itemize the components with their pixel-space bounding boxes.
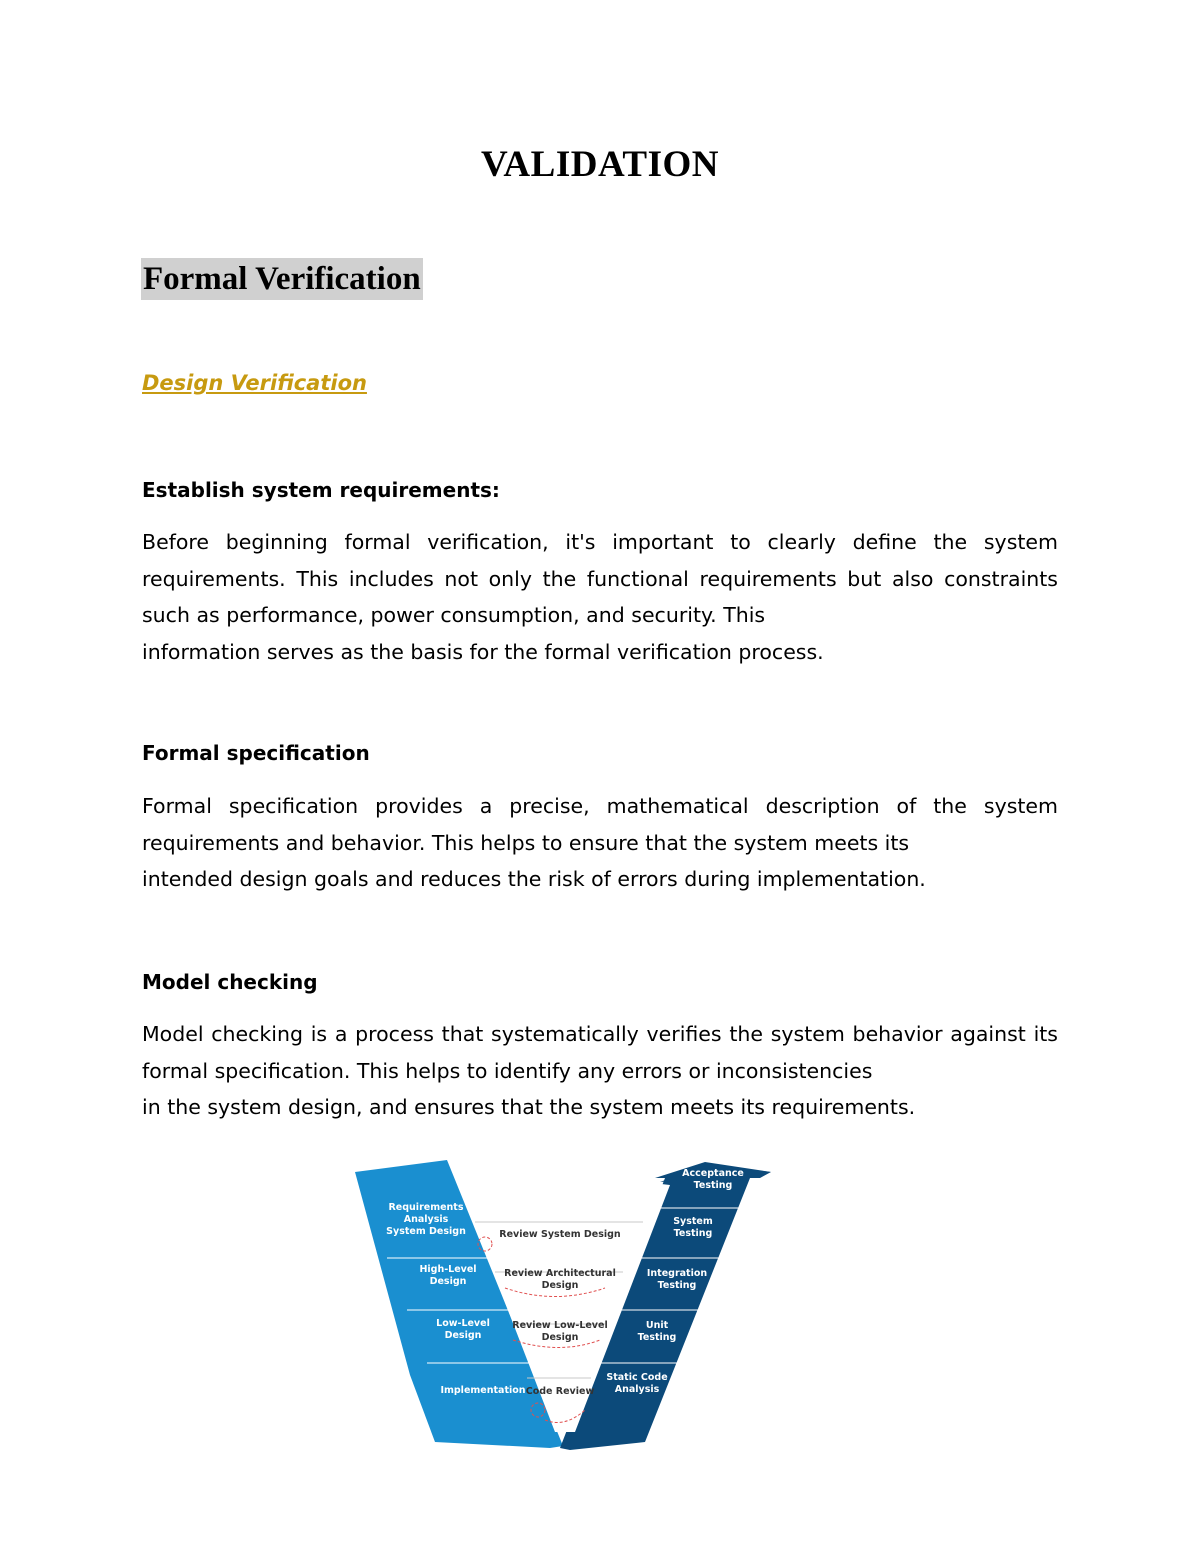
- paragraph-formal-specification: [142, 788, 1058, 898]
- left-stage-label: High-Level: [419, 1264, 477, 1275]
- left-stage-label: Requirements: [388, 1202, 464, 1213]
- right-stage-label: Acceptance: [682, 1168, 744, 1179]
- center-stage-label: Design: [541, 1280, 579, 1291]
- right-stage-label: Integration: [646, 1268, 708, 1279]
- paragraph-line: in the system design, and ensures that the system meets its requirements.: [142, 1095, 916, 1119]
- paragraph-line: constraints such as performance, power consumption, and security. This: [142, 566, 1058, 627]
- left-stage-label: Low-Level: [436, 1318, 490, 1329]
- section-title: Formal Verification: [141, 258, 423, 300]
- paragraph-line: requirements. This includes not only the functional requirements but also: [142, 566, 934, 591]
- right-stage-label: Unit: [645, 1320, 669, 1331]
- v-model-diagram: [355, 1160, 775, 1452]
- paragraph-line: against its formal specification. This helps to identify any errors or inconsistencies: [142, 1022, 1058, 1083]
- right-stage-label: System: [673, 1216, 713, 1227]
- paragraph-establish-requirements: [142, 524, 1058, 670]
- left-stage-label: Design: [444, 1330, 482, 1341]
- paragraph-line: Before beginning formal verification, it's important to clearly define the system: [142, 530, 1058, 554]
- center-stage-label: Review Architectural: [504, 1268, 616, 1279]
- right-stage-label: Testing: [637, 1332, 677, 1343]
- center-stage-label: Review Low-Level: [512, 1320, 608, 1331]
- right-stage-label: Static Code: [606, 1372, 668, 1383]
- heading-model-checking: Model checking: [142, 970, 318, 994]
- right-stage-label: Testing: [657, 1280, 697, 1291]
- left-stage-label: Implementation: [440, 1385, 526, 1396]
- paragraph-line: information serves as the basis for the formal verification process.: [142, 639, 824, 664]
- left-stage-label: Analysis: [403, 1214, 449, 1225]
- center-stage-label: Code Review: [525, 1386, 595, 1397]
- right-stage-label: Testing: [673, 1228, 713, 1239]
- paragraph-line: Model checking is a process that systematically verifies the system behavior: [142, 1022, 943, 1046]
- paragraph-line: intended design goals and reduces the risk of errors during implementation.: [142, 867, 926, 891]
- right-stage-label: Testing: [693, 1180, 733, 1191]
- left-stage-label: System Design: [386, 1226, 466, 1237]
- center-stage-label: Review System Design: [499, 1229, 621, 1240]
- heading-establish-requirements: Establish system requirements:: [142, 478, 500, 502]
- paragraph-line: requirements and behavior. This helps to ensure that the system meets its: [142, 830, 910, 855]
- heading-formal-specification: Formal specification: [142, 741, 370, 765]
- paragraph-line: Formal specification provides a precise, mathematical description of the system: [142, 794, 1058, 818]
- design-verification-link[interactable]: Design Verification: [142, 371, 367, 395]
- center-stage-label: Design: [541, 1332, 579, 1343]
- paragraph-model-checking: [142, 1016, 1058, 1126]
- right-stage-label: Analysis: [614, 1384, 660, 1395]
- page-title: VALIDATION: [480, 144, 720, 185]
- left-stage-label: Design: [429, 1276, 467, 1287]
